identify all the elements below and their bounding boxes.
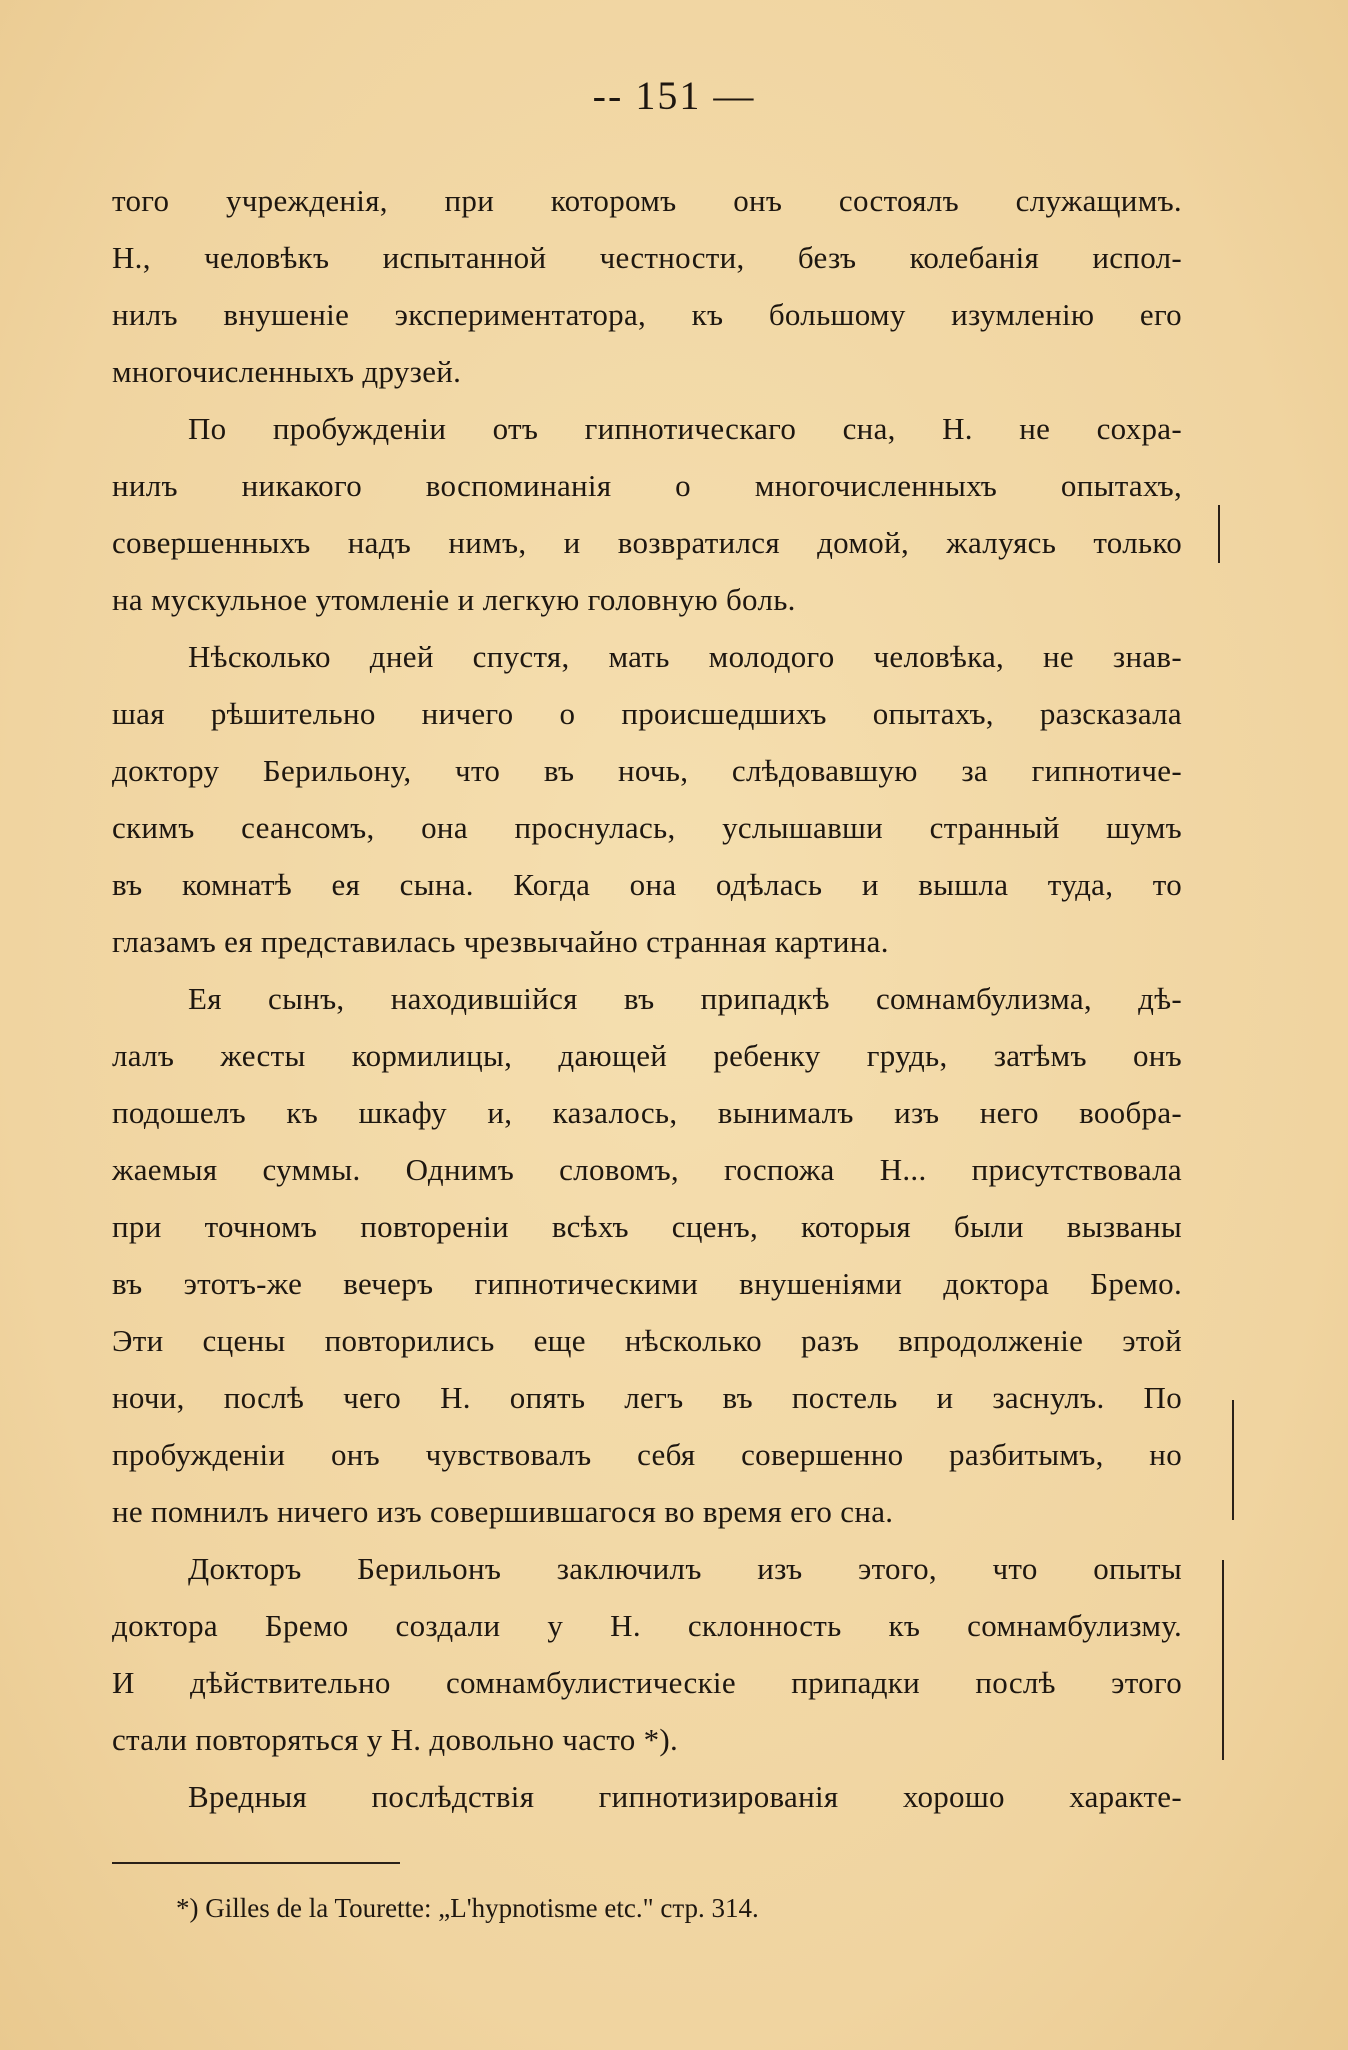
text-line: доктору Берильону, что въ ночь, слѣдовавшую за гипнотиче-	[112, 753, 1182, 788]
footnote-rule	[112, 1862, 400, 1864]
text-line: нилъ никакого воспоминанія о многочисленныхъ опытахъ,	[112, 468, 1182, 503]
text-line: жаемыя суммы. Однимъ словомъ, госпожа Н... присутствовала	[112, 1152, 1182, 1187]
text-line: лалъ жесты кормилицы, дающей ребенку грудь, затѣмъ онъ	[112, 1038, 1182, 1073]
text-line: глазамъ ея представилась чрезвычайно странная картина.	[112, 924, 889, 959]
text-line: въ комнатѣ ея сына. Когда она одѣлась и вышла туда, то	[112, 867, 1182, 902]
margin-mark	[1218, 505, 1220, 563]
text-line: Эти сцены повторились еще нѣсколько разъ впродолженіе этой	[112, 1323, 1182, 1358]
text-line: ночи, послѣ чего Н. опять легъ въ постель и заснулъ. По	[112, 1380, 1182, 1415]
text-line: скимъ сеансомъ, она проснулась, услышавши странный шумъ	[112, 810, 1182, 845]
text-line: Докторъ Берильонъ заключилъ изъ этого, что опыты	[188, 1551, 1182, 1586]
text-line: Нѣсколько дней спустя, мать молодого человѣка, не знав-	[188, 639, 1182, 674]
text-line: Н., человѣкъ испытанной честности, безъ колебанія испол-	[112, 240, 1182, 275]
text-line: нилъ внушеніе экспериментатора, къ большому изумленію его	[112, 297, 1182, 332]
text-line: шая рѣшительно ничего о происшедшихъ опытахъ, разсказала	[112, 696, 1182, 731]
text-line: подошелъ къ шкафу и, казалось, вынималъ изъ него вообра-	[112, 1095, 1182, 1130]
margin-mark	[1222, 1560, 1224, 1760]
text-line: при точномъ повтореніи всѣхъ сценъ, которыя были вызваны	[112, 1209, 1182, 1244]
footnote: *) Gilles de la Tourette: „L'hypnotisme etc." стр. 314.	[176, 1893, 759, 1923]
text-line: на мускульное утомленіе и легкую головную боль.	[112, 582, 796, 617]
text-line: пробужденіи онъ чувствовалъ себя совершенно разбитымъ, но	[112, 1437, 1182, 1472]
page-number: -- 151 —	[592, 73, 756, 118]
text-line: Ея сынъ, находившійся въ припадкѣ сомнамбулизма, дѣ-	[188, 981, 1182, 1016]
text-line: По пробужденіи отъ гипнотическаго сна, Н. не сохра-	[188, 411, 1182, 446]
margin-mark	[1232, 1400, 1234, 1520]
body-text	[112, 172, 1182, 1825]
text-line: И дѣйствительно сомнамбулистическіе припадки послѣ этого	[112, 1665, 1182, 1700]
text-line: стали повторяться у Н. довольно часто *).	[112, 1722, 679, 1757]
text-line: Вредныя послѣдствія гипнотизированія хорошо характе-	[188, 1779, 1182, 1814]
text-line: многочисленныхъ друзей.	[112, 354, 462, 389]
text-line: совершенныхъ надъ нимъ, и возвратился домой, жалуясь только	[112, 525, 1182, 560]
text-line: того учрежденія, при которомъ онъ состоялъ служащимъ.	[112, 183, 1182, 218]
text-line: не помнилъ ничего изъ совершившагося во время его сна.	[112, 1494, 894, 1529]
text-line: въ этотъ-же вечеръ гипнотическими внушеніями доктора Бремо.	[112, 1266, 1182, 1301]
text-line: доктора Бремо создали у Н. склонность къ сомнамбулизму.	[112, 1608, 1182, 1643]
